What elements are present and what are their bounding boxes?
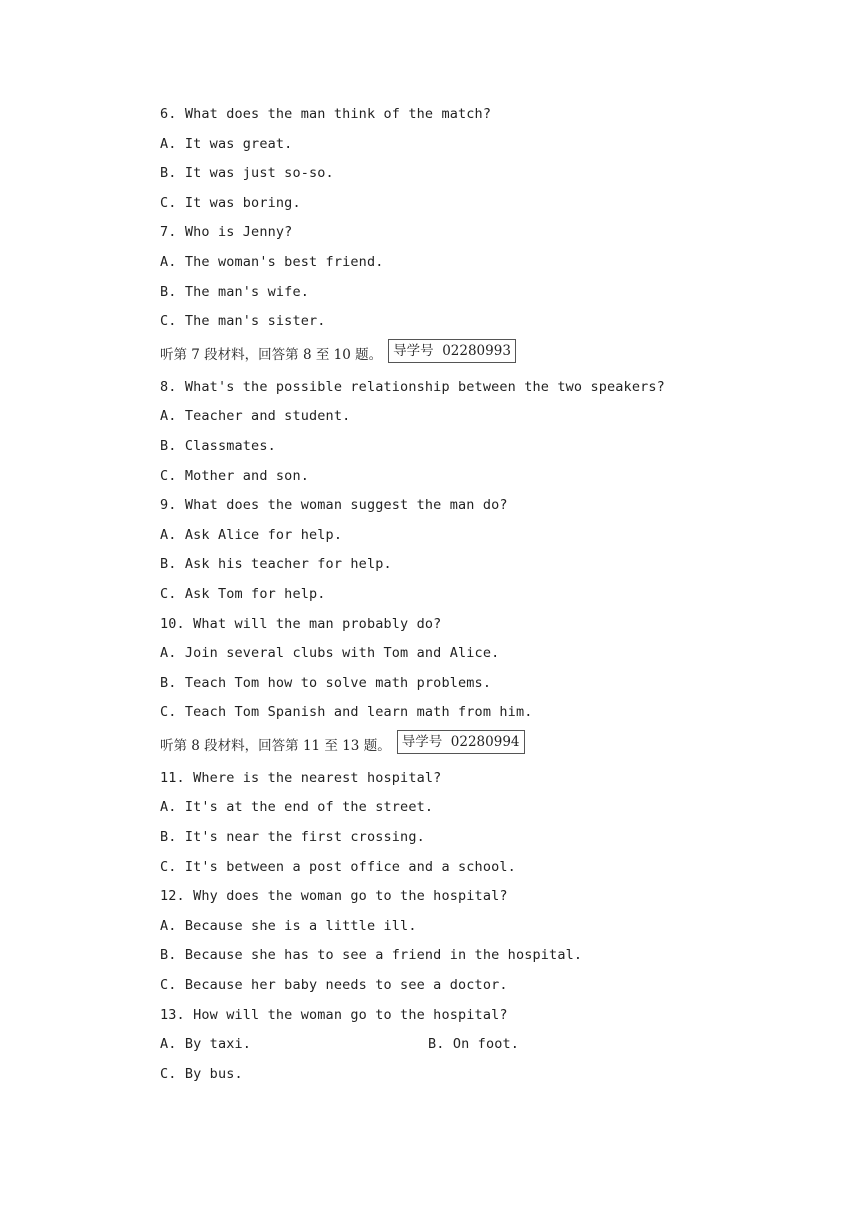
option-7c: C. The man's sister.: [160, 313, 326, 330]
option-8c: C. Mother and son.: [160, 467, 309, 484]
option-7b: B. The man's wife.: [160, 283, 309, 300]
question-12: 12. Why does the woman go to the hospital?: [160, 888, 508, 905]
question-9: 9. What does the woman suggest the man do?: [160, 497, 508, 514]
question-6: 6. What does the man think of the match?: [160, 106, 492, 122]
option-6c: C. It was boring.: [160, 194, 301, 211]
question-8: 8. What's the possible relationship between the two speakers?: [160, 378, 665, 395]
section-7-label: 听第 7 段材料，回答第 8 至 10 题。: [160, 346, 383, 363]
option-6a: A. It was great.: [160, 135, 293, 152]
options-13-row: [160, 1030, 760, 1060]
question-11: 11. Where is the nearest hospital?: [160, 769, 442, 786]
question-13: 13. How will the woman go to the hospital?: [160, 1006, 508, 1023]
option-12b: B. Because she has to see a friend in the hospital.: [160, 947, 583, 964]
option-8b: B. Classmates.: [160, 437, 276, 454]
option-10b: B. Teach Tom how to solve math problems.: [160, 674, 492, 691]
option-11a: A. It's at the end of the street.: [160, 799, 434, 816]
question-7: 7. Who is Jenny?: [160, 224, 293, 241]
exam-page: [160, 100, 760, 1089]
option-13b: B. On foot.: [428, 1036, 520, 1053]
option-9a: A. Ask Alice for help.: [160, 526, 343, 543]
option-11b: B. It's near the first crossing.: [160, 829, 425, 846]
section-7-heading: [160, 337, 760, 373]
option-10c: C. Teach Tom Spanish and learn math from him.: [160, 704, 533, 721]
option-12a: A. Because she is a little ill.: [160, 917, 417, 934]
option-6b: B. It was just so-so.: [160, 165, 334, 182]
option-7a: A. The woman's best friend.: [160, 253, 384, 270]
option-13a: A. By taxi.: [160, 1036, 252, 1053]
option-11c: C. It's between a post office and a school.: [160, 858, 516, 875]
option-12c: C. Because her baby needs to see a doctor.: [160, 977, 508, 994]
question-10: 10. What will the man probably do?: [160, 615, 442, 632]
option-8a: A. Teacher and student.: [160, 408, 351, 425]
section-8-label: 听第 8 段材料，回答第 11 至 13 题。: [160, 737, 391, 754]
option-13c: C. By bus.: [160, 1065, 243, 1082]
section-8-code-box: 导学号 02280994: [397, 730, 525, 754]
section-8-heading: [160, 728, 760, 764]
option-10a: A. Join several clubs with Tom and Alice.: [160, 645, 500, 662]
option-9b: B. Ask his teacher for help.: [160, 556, 392, 573]
section-7-code-box: 导学号 02280993: [388, 339, 516, 363]
option-9c: C. Ask Tom for help.: [160, 585, 326, 602]
